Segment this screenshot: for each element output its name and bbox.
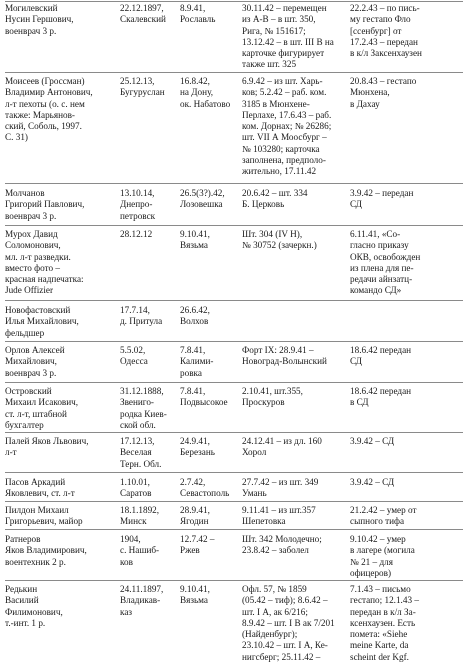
- person-cell: Ратнеров Яков Владимирович, воентехник 2 р.: [5, 534, 87, 567]
- camps-cell: 2.10.41, шт.355, Проскуров: [242, 386, 303, 408]
- capture-cell: 2.7.42, Севастополь: [180, 477, 230, 499]
- camps-cell: 20.6.42 – шт. 334 Б. Церковь: [242, 188, 308, 210]
- camps-cell: 27.7.42 – из шт. 349 Умань: [242, 477, 319, 499]
- camps-cell: Офл. 57, № 1859 (05.42 – тиф); 8.6.42 – шт. I А, ак 6/216; 8.9.42 – шт. I В ак 7/201 (Найденбург); 23.10.42 – шт. I А, Ке- нигсберг; 25.11.42 –: [242, 584, 335, 662]
- capture-cell: 16.8.42, на Дону, ок. Набатово: [180, 76, 231, 109]
- capture-cell: 7.8.41, Подвысокое: [180, 386, 228, 408]
- row-divider: [5, 580, 463, 581]
- row-divider: [5, 72, 463, 73]
- person-cell: Орлов Алексей Михайлович, военврач 3 р.: [5, 345, 65, 378]
- camps-cell: Шт. 304 (IV H), № 30752 (зачеркн.): [242, 229, 317, 251]
- row-divider: [5, 472, 463, 473]
- row-divider: [5, 1, 463, 2]
- row-divider: [5, 341, 463, 342]
- camps-cell: 9.11.41 – из шт.357 Шепетовка: [242, 505, 316, 527]
- capture-cell: 26.5(3?).42, Лозовешка: [180, 188, 225, 210]
- fate-cell: 3.9.42 – СД: [350, 436, 395, 446]
- person-cell: Новофастовский Илья Михайлович, фельдшер: [5, 305, 79, 338]
- person-cell: Молчанов Григорий Павлович, военврач 3 р.: [5, 188, 85, 221]
- person-cell: Пилдон Михаил Григорьевич, майор: [5, 505, 83, 527]
- camps-cell: 24.12.41 – из дл. 160 Хорол: [242, 436, 322, 458]
- fate-cell: 21.2.42 – умер от сыпного тифа: [350, 505, 417, 527]
- capture-cell: 8.9.41, Рославль: [180, 3, 216, 25]
- row-divider: [5, 529, 463, 530]
- row-divider: [5, 183, 463, 184]
- birth-cell: 13.10.14, Днепро- петровск: [120, 188, 156, 221]
- person-cell: Моисеев (Гроссман) Владимир Антонович, л-т пехоты (о. с. нем также: Марьянов- ский, Соболь, 1997. С. 31): [5, 76, 93, 143]
- fate-cell: 20.8.43 – гестапо Мюнхена, в Дахау: [350, 76, 417, 109]
- camps-cell: 6.9.42 – из шт. Харь- ков; 5.2.42 – раб. ком. 3185 в Мюнхене- Перлахе, 17.6.43 – раб. ком. Дорнах; № 26286; шт. VII А Моосбург – № 103280; карточка заполнена, предполо- жительно, 17.11.42: [242, 76, 332, 177]
- person-cell: Мурох Давид Соломонович, мл. л-т разведки. вместо фото – красная надпечатка: Jude Offizier: [5, 229, 84, 296]
- person-cell: Палей Яков Львович, л-т: [5, 436, 89, 458]
- capture-cell: 12.7.42 – Ржев: [180, 534, 215, 556]
- person-cell: Пасов Аркадий Яковлевич, ст. л-т: [5, 477, 75, 499]
- capture-cell: 9.10.41, Вязьма: [180, 229, 210, 251]
- fate-cell: 18.6.42 передан СД: [350, 345, 412, 367]
- birth-cell: 28.12.12: [120, 229, 153, 239]
- person-cell: Редькин Василий Филимонович, т.-инт. 1 р.: [5, 584, 63, 628]
- fate-cell: 3.9.42 – передан СД: [350, 188, 414, 210]
- capture-cell: 26.6.42, Волхов: [180, 305, 210, 327]
- birth-cell: 31.12.1888, Звениго- родка Киев- ской обл.: [120, 386, 167, 430]
- birth-cell: 17.12.13, Веселая Терн. Обл.: [120, 436, 162, 469]
- row-divider: [5, 300, 463, 301]
- capture-cell: 24.9.41, Березань: [180, 436, 215, 458]
- birth-cell: 25.12.13, Бугуруслан: [120, 76, 165, 98]
- birth-cell: 17.7.14, д. Притула: [120, 305, 163, 327]
- capture-cell: 9.10.41, Вязьма: [180, 584, 210, 606]
- fate-cell: 3.9.42 – СД: [350, 477, 395, 487]
- birth-cell: 1.10.01, Саратов: [120, 477, 152, 499]
- fate-cell: 9.10.42 – умер в лагере (могила № 21 – для офицеров): [350, 534, 415, 578]
- birth-cell: 1904, с. Нашиб- ков: [120, 534, 160, 567]
- birth-cell: 22.12.1897, Скалевский: [120, 3, 166, 25]
- person-cell: Островский Михаил Исакович, ст. л-т, штабной бухгалтер: [5, 386, 79, 430]
- row-divider: [5, 382, 463, 383]
- camps-cell: 30.11.42 – перемещен из А-В – в шт. 350, Рига, № 151617; 13.12.42 – в шт. III В на карточке фигурирует также шт. 325: [242, 3, 334, 70]
- camps-cell: Форт IX: 28.9.41 – Новоград-Волынский: [242, 345, 327, 367]
- capture-cell: 28.9.41, Ягодин: [180, 505, 210, 527]
- row-divider: [5, 432, 463, 433]
- fate-cell: 7.1.43 – письмо гестапо; 12.1.43 – передан в к/л За- ксенхаузен. Есть помета: «Siehe meine Karte, da scheint der Kgf.: [350, 584, 419, 662]
- birth-cell: 24.11.1897, Владикав- каз: [120, 584, 164, 617]
- fate-cell: 6.11.41, «Со- гласно приказу ОКВ, освобожден из плена для пе- редачи айнзатц- командо СД»: [350, 229, 421, 296]
- birth-cell: 18.1.1892, Минск: [120, 505, 160, 527]
- fate-cell: 22.2.43 – по пись- му гестапо Фло [ссенбург] от 17.2.43 – передан в к/л Заксенхаузен: [350, 3, 422, 59]
- row-divider: [5, 225, 463, 226]
- fate-cell: 18.6.42 передан в СД: [350, 386, 412, 408]
- camps-cell: Шт. 342 Молодечно; 23.8.42 – заболел: [242, 534, 322, 556]
- birth-cell: 5.5.02, Одесса: [120, 345, 148, 367]
- capture-cell: 7.8.41, Калими- ровка: [180, 345, 214, 378]
- row-divider: [5, 501, 463, 502]
- person-cell: Могилевский Нусин Гершович, военврач 3 р.: [5, 3, 74, 36]
